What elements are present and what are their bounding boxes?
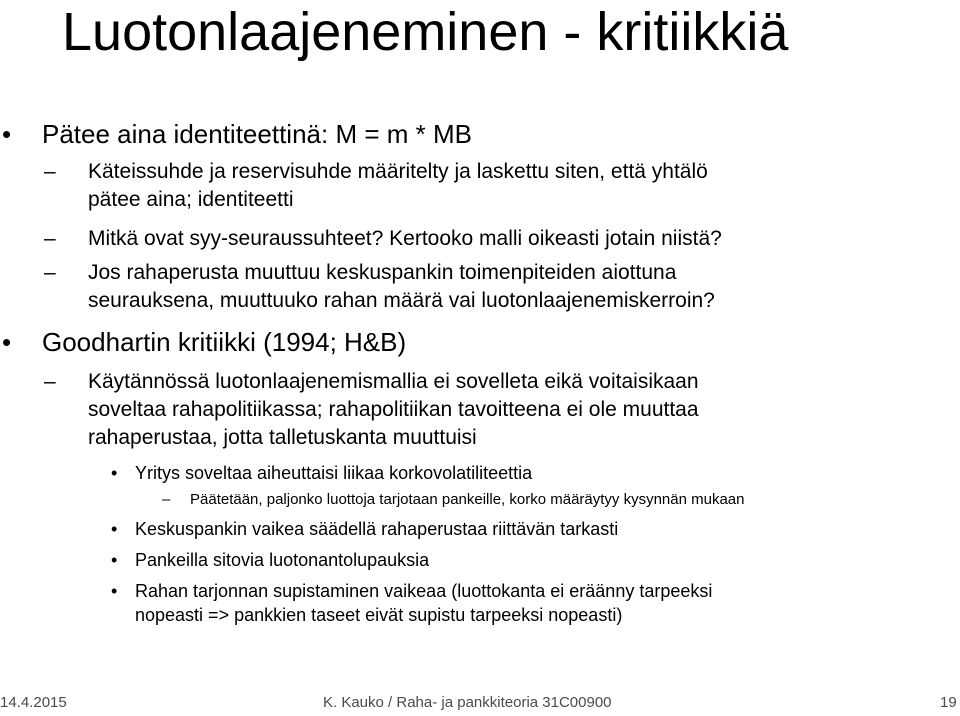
bullet-1-sub-2: Mitkä ovat syy-seuraussuhteet? Kertooko malli oikeasti jotain niistä? bbox=[88, 227, 722, 250]
bullet-1-sub-1-line-1: Käteissuhde ja reservisuhde määritelty ja laskettu siten, että yhtälö bbox=[88, 160, 708, 183]
item-1: Yritys soveltaa aiheuttaisi liikaa korkovolatiliteettia bbox=[135, 463, 533, 483]
bullet-2-text: Goodhartin kritiikki (1994; H&B) bbox=[42, 327, 407, 357]
dash-marker: – bbox=[44, 370, 56, 393]
dash-marker: – bbox=[162, 491, 171, 508]
bullet-1-sub-3-line-1: Jos rahaperusta muuttuu keskuspankin toimenpiteiden aiottuna bbox=[88, 261, 677, 284]
footer-author: K. Kauko / Raha- ja pankkiteoria 31C00900 bbox=[323, 694, 612, 711]
bullet-marker: • bbox=[111, 463, 118, 483]
item-4-line-1: Rahan tarjonnan supistaminen vaikeaa (luottokanta ei eräänny tarpeeksi bbox=[135, 581, 713, 601]
dash-marker: – bbox=[44, 227, 56, 250]
bullet-marker: • bbox=[2, 327, 12, 357]
bullet-marker: • bbox=[2, 119, 12, 149]
slide-title: Luotonlaajeneminen - kritiikkiä bbox=[62, 2, 789, 62]
item-4-line-2: nopeasti => pankkien taseet eivät supistu tarpeeksi nopeasti) bbox=[135, 605, 623, 625]
dash-marker: – bbox=[44, 261, 56, 284]
footer-date: 14.4.2015 bbox=[0, 694, 67, 711]
item-2: Keskuspankin vaikea säädellä rahaperustaa riittävän tarkasti bbox=[135, 519, 619, 539]
bullet-1-sub-3-line-2: seurauksena, muuttuuko rahan määrä vai luotonlaajenemiskerroin? bbox=[88, 289, 715, 312]
item-1-sub: Päätetään, paljonko luottoja tarjotaan pankeille, korko määräytyy kysynnän mukaan bbox=[190, 491, 745, 508]
bullet-1-sub-1-line-2: pätee aina; identiteetti bbox=[88, 188, 294, 211]
bullet-marker: • bbox=[111, 550, 118, 570]
item-3: Pankeilla sitovia luotonantolupauksia bbox=[135, 550, 430, 570]
bullet-marker: • bbox=[111, 581, 118, 601]
bullet-2-sub-1-line-2: soveltaa rahapolitiikassa; rahapolitiikan tavoitteena ei ole muuttaa bbox=[88, 398, 699, 421]
bullet-2-sub-1-line-3: rahaperustaa, jotta talletuskanta muuttuisi bbox=[88, 426, 477, 449]
dash-marker: – bbox=[44, 160, 56, 183]
bullet-1-text: Pätee aina identiteettinä: M = m * MB bbox=[42, 119, 472, 149]
footer-page-number: 19 bbox=[940, 694, 957, 711]
bullet-2-sub-1-line-1: Käytännössä luotonlaajenemismallia ei sovelleta eikä voitaisikaan bbox=[88, 370, 699, 393]
bullet-marker: • bbox=[111, 519, 118, 539]
